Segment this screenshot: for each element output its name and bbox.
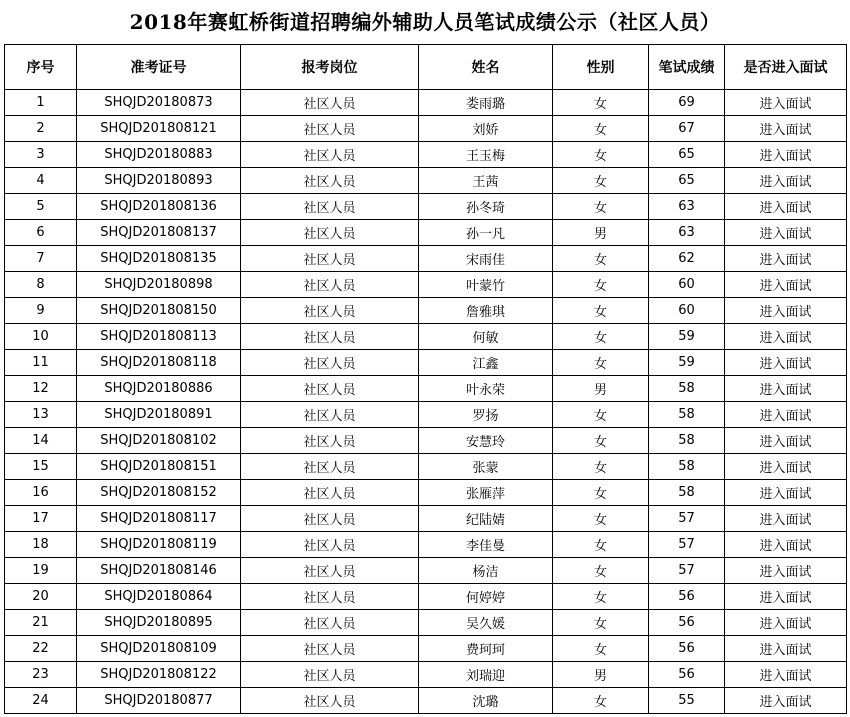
cell-name: 刘瑞迎 (419, 662, 553, 688)
cell-gender: 女 (553, 246, 649, 272)
cell-interview: 进入面试 (725, 324, 847, 350)
cell-exam-id: SHQJD20180873 (77, 90, 241, 116)
cell-gender: 女 (553, 454, 649, 480)
cell-score: 69 (649, 90, 725, 116)
cell-seq: 22 (5, 636, 77, 662)
cell-name: 孙冬琦 (419, 194, 553, 220)
cell-gender: 女 (553, 428, 649, 454)
cell-score: 56 (649, 662, 725, 688)
cell-score: 59 (649, 324, 725, 350)
cell-name: 张蒙 (419, 454, 553, 480)
table-header-row (5, 45, 847, 90)
cell-seq: 4 (5, 168, 77, 194)
cell-seq: 7 (5, 246, 77, 272)
cell-position: 社区人员 (241, 142, 419, 168)
cell-exam-id: SHQJD20180877 (77, 688, 241, 714)
cell-exam-id: SHQJD201808122 (77, 662, 241, 688)
cell-seq: 6 (5, 220, 77, 246)
cell-gender: 女 (553, 558, 649, 584)
cell-gender: 女 (553, 324, 649, 350)
cell-name: 纪陆婧 (419, 506, 553, 532)
cell-interview: 进入面试 (725, 142, 847, 168)
cell-gender: 女 (553, 532, 649, 558)
cell-position: 社区人员 (241, 662, 419, 688)
results-table (4, 44, 847, 714)
cell-exam-id: SHQJD20180891 (77, 402, 241, 428)
cell-interview: 进入面试 (725, 454, 847, 480)
cell-position: 社区人员 (241, 610, 419, 636)
cell-position: 社区人员 (241, 558, 419, 584)
cell-interview: 进入面试 (725, 220, 847, 246)
cell-interview: 进入面试 (725, 636, 847, 662)
column-header-gender: 性别 (553, 45, 649, 90)
cell-exam-id: SHQJD201808135 (77, 246, 241, 272)
cell-seq: 3 (5, 142, 77, 168)
cell-seq: 20 (5, 584, 77, 610)
cell-name: 杨洁 (419, 558, 553, 584)
cell-gender: 女 (553, 402, 649, 428)
cell-gender: 女 (553, 90, 649, 116)
cell-interview: 进入面试 (725, 532, 847, 558)
cell-position: 社区人员 (241, 428, 419, 454)
table-row (5, 350, 847, 376)
cell-score: 60 (649, 298, 725, 324)
cell-name: 刘娇 (419, 116, 553, 142)
cell-position: 社区人员 (241, 90, 419, 116)
column-header-name: 姓名 (419, 45, 553, 90)
table-row (5, 506, 847, 532)
cell-seq: 19 (5, 558, 77, 584)
cell-seq: 21 (5, 610, 77, 636)
cell-interview: 进入面试 (725, 272, 847, 298)
cell-gender: 女 (553, 194, 649, 220)
cell-seq: 16 (5, 480, 77, 506)
cell-exam-id: SHQJD20180886 (77, 376, 241, 402)
cell-interview: 进入面试 (725, 194, 847, 220)
cell-name: 宋雨佳 (419, 246, 553, 272)
cell-position: 社区人员 (241, 506, 419, 532)
cell-name: 王茜 (419, 168, 553, 194)
cell-score: 63 (649, 194, 725, 220)
cell-position: 社区人员 (241, 402, 419, 428)
cell-name: 叶永荣 (419, 376, 553, 402)
cell-interview: 进入面试 (725, 428, 847, 454)
cell-seq: 13 (5, 402, 77, 428)
cell-name: 李佳曼 (419, 532, 553, 558)
cell-gender: 女 (553, 584, 649, 610)
cell-name: 叶蒙竹 (419, 272, 553, 298)
cell-exam-id: SHQJD201808137 (77, 220, 241, 246)
cell-interview: 进入面试 (725, 298, 847, 324)
table-row (5, 220, 847, 246)
cell-seq: 15 (5, 454, 77, 480)
table-row (5, 272, 847, 298)
cell-name: 张雁萍 (419, 480, 553, 506)
table-row (5, 428, 847, 454)
cell-gender: 女 (553, 610, 649, 636)
table-row (5, 688, 847, 714)
table-row (5, 142, 847, 168)
cell-interview: 进入面试 (725, 168, 847, 194)
table-row (5, 454, 847, 480)
cell-gender: 女 (553, 688, 649, 714)
cell-exam-id: SHQJD20180895 (77, 610, 241, 636)
table-row (5, 636, 847, 662)
page-title: 2018年赛虹桥街道招聘编外辅助人员笔试成绩公示（社区人员） (129, 10, 721, 34)
cell-exam-id: SHQJD201808121 (77, 116, 241, 142)
cell-interview: 进入面试 (725, 584, 847, 610)
cell-gender: 女 (553, 480, 649, 506)
cell-interview: 进入面试 (725, 376, 847, 402)
table-row (5, 246, 847, 272)
cell-seq: 17 (5, 506, 77, 532)
cell-position: 社区人员 (241, 350, 419, 376)
table-row (5, 116, 847, 142)
cell-interview: 进入面试 (725, 402, 847, 428)
table-row (5, 194, 847, 220)
cell-name: 孙一凡 (419, 220, 553, 246)
cell-interview: 进入面试 (725, 116, 847, 142)
cell-score: 67 (649, 116, 725, 142)
cell-score: 60 (649, 272, 725, 298)
cell-seq: 9 (5, 298, 77, 324)
cell-exam-id: SHQJD201808109 (77, 636, 241, 662)
cell-exam-id: SHQJD201808118 (77, 350, 241, 376)
cell-score: 65 (649, 142, 725, 168)
cell-interview: 进入面试 (725, 480, 847, 506)
cell-seq: 12 (5, 376, 77, 402)
cell-exam-id: SHQJD20180898 (77, 272, 241, 298)
cell-exam-id: SHQJD201808117 (77, 506, 241, 532)
cell-name: 何婷婷 (419, 584, 553, 610)
cell-position: 社区人员 (241, 246, 419, 272)
cell-seq: 8 (5, 272, 77, 298)
cell-score: 58 (649, 454, 725, 480)
cell-position: 社区人员 (241, 194, 419, 220)
cell-seq: 14 (5, 428, 77, 454)
cell-seq: 5 (5, 194, 77, 220)
cell-exam-id: SHQJD201808152 (77, 480, 241, 506)
cell-exam-id: SHQJD201808102 (77, 428, 241, 454)
cell-interview: 进入面试 (725, 350, 847, 376)
cell-score: 55 (649, 688, 725, 714)
column-header-interview: 是否进入面试 (725, 45, 847, 90)
table-row (5, 168, 847, 194)
table-row (5, 584, 847, 610)
cell-name: 娄雨璐 (419, 90, 553, 116)
cell-name: 詹雅琪 (419, 298, 553, 324)
cell-gender: 女 (553, 116, 649, 142)
cell-gender: 女 (553, 272, 649, 298)
table-row (5, 662, 847, 688)
cell-gender: 女 (553, 636, 649, 662)
cell-position: 社区人员 (241, 688, 419, 714)
cell-gender: 男 (553, 220, 649, 246)
cell-name: 吴久媛 (419, 610, 553, 636)
cell-seq: 10 (5, 324, 77, 350)
cell-score: 56 (649, 610, 725, 636)
cell-score: 65 (649, 168, 725, 194)
cell-seq: 18 (5, 532, 77, 558)
cell-score: 57 (649, 558, 725, 584)
cell-score: 59 (649, 350, 725, 376)
cell-interview: 进入面试 (725, 688, 847, 714)
cell-score: 58 (649, 402, 725, 428)
cell-position: 社区人员 (241, 272, 419, 298)
cell-exam-id: SHQJD20180883 (77, 142, 241, 168)
cell-score: 57 (649, 506, 725, 532)
cell-name: 安慧玲 (419, 428, 553, 454)
table-row (5, 298, 847, 324)
cell-position: 社区人员 (241, 636, 419, 662)
cell-seq: 24 (5, 688, 77, 714)
table-row (5, 402, 847, 428)
cell-gender: 女 (553, 298, 649, 324)
cell-name: 王玉梅 (419, 142, 553, 168)
table-row (5, 610, 847, 636)
cell-gender: 女 (553, 142, 649, 168)
column-header-seq: 序号 (5, 45, 77, 90)
cell-position: 社区人员 (241, 220, 419, 246)
cell-interview: 进入面试 (725, 610, 847, 636)
cell-interview: 进入面试 (725, 90, 847, 116)
cell-interview: 进入面试 (725, 246, 847, 272)
cell-seq: 23 (5, 662, 77, 688)
cell-exam-id: SHQJD20180893 (77, 168, 241, 194)
cell-position: 社区人员 (241, 532, 419, 558)
cell-name: 罗扬 (419, 402, 553, 428)
table-body (5, 90, 847, 714)
cell-interview: 进入面试 (725, 558, 847, 584)
column-header-score: 笔试成绩 (649, 45, 725, 90)
cell-position: 社区人员 (241, 376, 419, 402)
cell-exam-id: SHQJD20180864 (77, 584, 241, 610)
cell-score: 57 (649, 532, 725, 558)
table-row (5, 532, 847, 558)
cell-gender: 男 (553, 662, 649, 688)
table-row (5, 324, 847, 350)
cell-score: 63 (649, 220, 725, 246)
cell-name: 江鑫 (419, 350, 553, 376)
cell-name: 何敏 (419, 324, 553, 350)
cell-exam-id: SHQJD201808136 (77, 194, 241, 220)
cell-position: 社区人员 (241, 116, 419, 142)
cell-exam-id: SHQJD201808113 (77, 324, 241, 350)
cell-exam-id: SHQJD201808151 (77, 454, 241, 480)
cell-position: 社区人员 (241, 584, 419, 610)
table-row (5, 376, 847, 402)
cell-exam-id: SHQJD201808119 (77, 532, 241, 558)
cell-score: 56 (649, 636, 725, 662)
cell-position: 社区人员 (241, 324, 419, 350)
cell-interview: 进入面试 (725, 662, 847, 688)
cell-gender: 女 (553, 168, 649, 194)
cell-gender: 女 (553, 506, 649, 532)
column-header-exam-id: 准考证号 (77, 45, 241, 90)
table-row (5, 480, 847, 506)
cell-exam-id: SHQJD201808146 (77, 558, 241, 584)
cell-gender: 女 (553, 350, 649, 376)
cell-exam-id: SHQJD201808150 (77, 298, 241, 324)
cell-score: 62 (649, 246, 725, 272)
column-header-position: 报考岗位 (241, 45, 419, 90)
cell-seq: 11 (5, 350, 77, 376)
cell-seq: 2 (5, 116, 77, 142)
cell-score: 58 (649, 480, 725, 506)
cell-score: 58 (649, 428, 725, 454)
cell-position: 社区人员 (241, 168, 419, 194)
table-row (5, 558, 847, 584)
cell-gender: 男 (553, 376, 649, 402)
cell-score: 56 (649, 584, 725, 610)
table-row (5, 90, 847, 116)
cell-seq: 1 (5, 90, 77, 116)
cell-position: 社区人员 (241, 454, 419, 480)
cell-name: 沈璐 (419, 688, 553, 714)
cell-name: 费珂珂 (419, 636, 553, 662)
cell-position: 社区人员 (241, 298, 419, 324)
cell-position: 社区人员 (241, 480, 419, 506)
cell-interview: 进入面试 (725, 506, 847, 532)
cell-score: 58 (649, 376, 725, 402)
